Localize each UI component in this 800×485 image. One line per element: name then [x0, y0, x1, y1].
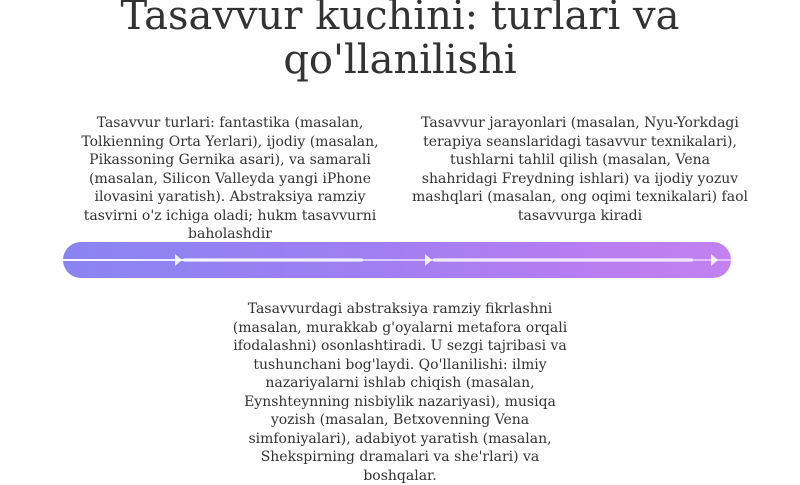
arrow-right-icon [425, 254, 432, 266]
arrow-right-icon [711, 254, 718, 266]
text-block-types: Tasavvur turlari: fantastika (masalan, Tolkienning Orta Yerlari), ijodiy (masalan, Pikassoning Gernika asari), va samarali (masalan, Silicon Valleyda yangi iPhone ilovasini yaratish). Abstraksiya ramziy tasvirni o'z ichiga oladi; hukm tasavvurni baholashdir [81, 115, 379, 242]
text-block-processes: Tasavvur jarayonlari (masalan, Nyu-Yorkdagi terapiya seanslaridagi tasavvur texnikalari), tushlarni tahlil qilish (masalan, Vena shahridagi Freydning ishlari) va ijodiy yozuv mashqlari (masalan, ong oqimi texnikalari) faol tasavvurga kiradi [412, 115, 748, 224]
timeline-bar [63, 242, 731, 278]
arrow-right-icon [175, 254, 182, 266]
timeline-segment [183, 258, 363, 262]
slide-title: Tasavvur kuchini: turlari va qo'llanilishi [120, 0, 680, 83]
text-block-abstraction: Tasavvurdagi abstraksiya ramziy fikrlashni (masalan, murakkab g'oyalarni metafora orqali ifodalashni) osonlashtiradi. U sezgi tajribasi va tushunchani bog'laydi. Qo'llanilishi: ilmiy nazariyalarni ishlab chiqish (masalan, Eynshteynning nisbiylik nazariyasi), musiqa yozish (masalan, Betxovenning Vena simfoniyalari), adabiyot yaratish (masalan, Shekspirning dramalari va she'rlari) va boshqalar. [232, 301, 568, 484]
timeline-segment [433, 258, 693, 262]
